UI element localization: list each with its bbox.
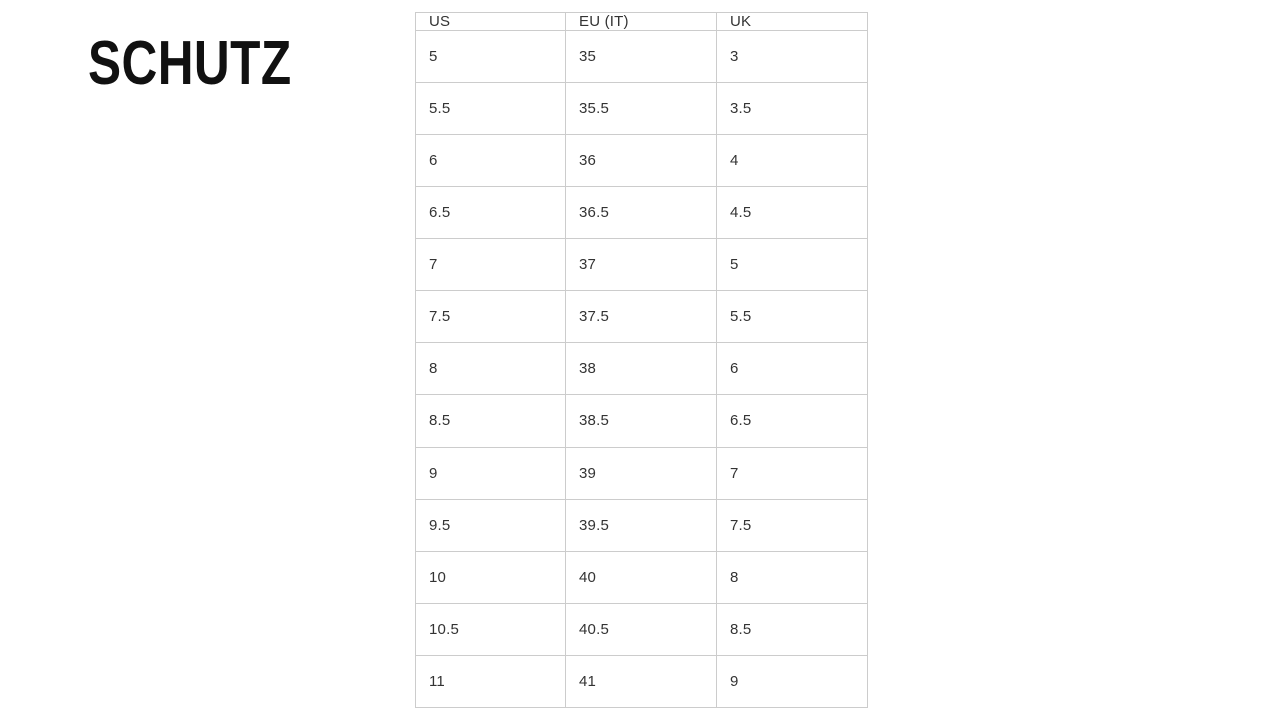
table-cell: 8 [717, 551, 868, 603]
table-cell: 6.5 [717, 395, 868, 447]
table-cell: 9 [416, 447, 566, 499]
table-cell: 37 [566, 239, 717, 291]
table-row [416, 343, 868, 395]
table-row [416, 83, 868, 135]
table-row [416, 499, 868, 551]
table-cell: 39.5 [566, 499, 717, 551]
table-row [416, 31, 868, 83]
table-row [416, 239, 868, 291]
table-cell: 8 [416, 343, 566, 395]
table-cell: 10.5 [416, 603, 566, 655]
table-cell: 4.5 [717, 187, 868, 239]
table-cell: 3.5 [717, 83, 868, 135]
table-cell: 5 [717, 239, 868, 291]
column-header-uk: UK [717, 13, 868, 31]
table-cell: 6 [717, 343, 868, 395]
table-cell: 41 [566, 655, 717, 707]
table-cell: 5.5 [416, 83, 566, 135]
table-cell: 38 [566, 343, 717, 395]
table-header-row [416, 13, 868, 31]
table-cell: 6.5 [416, 187, 566, 239]
table-row [416, 395, 868, 447]
column-header-eu-it: EU (IT) [566, 13, 717, 31]
table-cell: 5.5 [717, 291, 868, 343]
table-cell: 7 [717, 447, 868, 499]
table-row [416, 655, 868, 707]
table-cell: 8.5 [717, 603, 868, 655]
table-cell: 10 [416, 551, 566, 603]
table-cell: 11 [416, 655, 566, 707]
table-cell: 4 [717, 135, 868, 187]
brand-logo: SCHUTZ [88, 29, 292, 98]
table-cell: 36.5 [566, 187, 717, 239]
table-row [416, 447, 868, 499]
table-cell: 37.5 [566, 291, 717, 343]
table-cell: 3 [717, 31, 868, 83]
table-cell: 6 [416, 135, 566, 187]
table-row [416, 187, 868, 239]
table-cell: 5 [416, 31, 566, 83]
column-header-us: US [416, 13, 566, 31]
table-row [416, 135, 868, 187]
table-cell: 38.5 [566, 395, 717, 447]
table-cell: 7 [416, 239, 566, 291]
table-cell: 8.5 [416, 395, 566, 447]
table-cell: 9 [717, 655, 868, 707]
table-row [416, 551, 868, 603]
table-cell: 39 [566, 447, 717, 499]
table-cell: 9.5 [416, 499, 566, 551]
table-cell: 7.5 [416, 291, 566, 343]
table-row [416, 291, 868, 343]
table-cell: 40.5 [566, 603, 717, 655]
table-cell: 40 [566, 551, 717, 603]
table-row [416, 603, 868, 655]
table-cell: 7.5 [717, 499, 868, 551]
table-cell: 35.5 [566, 83, 717, 135]
size-conversion-table [415, 12, 868, 708]
table-cell: 35 [566, 31, 717, 83]
table-cell: 36 [566, 135, 717, 187]
